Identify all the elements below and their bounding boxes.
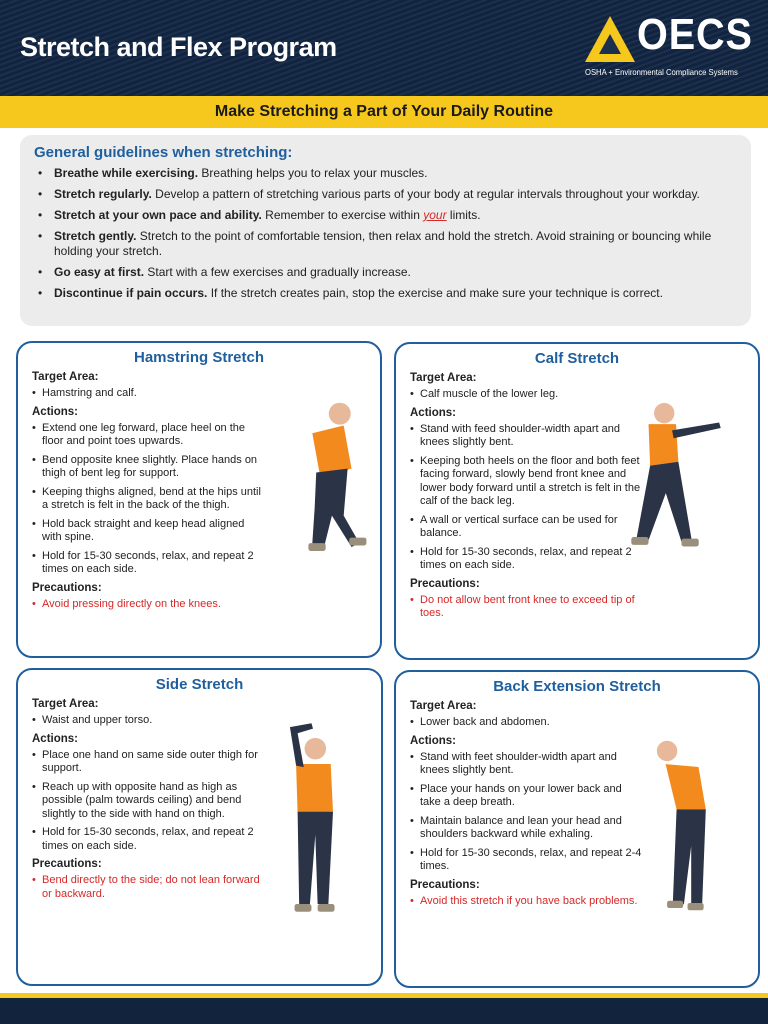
action-item: • Stand with feed shoulder-width apart and knees slightly bent. [410, 423, 645, 450]
guideline-bold: Breathe while exercising. [54, 166, 199, 180]
target-area-label: Target Area: [32, 371, 99, 383]
precautions-list [410, 895, 645, 909]
back-extension-stretch-figure [651, 707, 746, 952]
action-item: • Place your hands on your lower back and take a deep breath. [410, 783, 645, 810]
actions-list [32, 422, 267, 577]
actions-label: Actions: [32, 405, 78, 418]
precautions-list [32, 598, 267, 612]
action-item: • Hold for 15-30 seconds, relax, and repeat 2 times on each side. [410, 546, 645, 573]
target-area-label: Target Area: [32, 698, 99, 710]
actions-list [32, 749, 267, 854]
guideline-text-after: limits. [446, 208, 481, 222]
card-title: Calf Stretch [534, 350, 620, 367]
action-item: • Hold for 15-30 seconds, relax, and repeat 2-4 times. [410, 847, 645, 874]
guideline-bold: Stretch at your own pace and ability. [54, 208, 262, 222]
guideline-text: Stretch to the point of comfortable tension, then relax and hold the stretch. Avoid straining or bouncing while holding your stretch. [54, 229, 712, 258]
guideline-item [34, 265, 737, 280]
person-stretching-image [273, 690, 373, 945]
target-area-list [32, 387, 267, 401]
guideline-bold: Discontinue if pain occurs. [54, 286, 208, 300]
hamstring-stretch-card [16, 341, 382, 658]
card-text [32, 698, 267, 901]
page-title: Stretch and Flex Program [20, 32, 337, 62]
card-title: Side Stretch [155, 676, 244, 693]
precautions-label: Precautions: [410, 878, 480, 891]
card-title: Hamstring Stretch [133, 349, 265, 366]
action-item: • Keeping thighs aligned, bend at the hips until a stretch is felt in the back of the thigh. [32, 486, 267, 513]
guidelines-list [34, 166, 737, 301]
action-item: • Reach up with opposite hand as high as possible (palm towards ceiling) and bend slightly to the side with hand on thigh. [32, 781, 267, 822]
precautions-list [410, 594, 645, 621]
triangle-logo-icon [585, 16, 635, 62]
card-title: Back Extension Stretch [493, 678, 661, 695]
precautions-label: Precautions: [32, 581, 102, 594]
footer-bar [0, 993, 768, 1024]
guidelines-box [20, 135, 751, 326]
guideline-text: Start with a few exercises and gradually increase. [144, 265, 411, 279]
guideline-item [34, 286, 737, 301]
action-item: • Stand with feet shoulder-width apart and knees slightly bent. [410, 751, 645, 778]
target-area-label: Target Area: [410, 372, 477, 384]
precaution-item: • Do not allow bent front knee to exceed tip of toes. [410, 594, 645, 621]
person-stretching-image [263, 398, 382, 598]
action-item: • Place one hand on same side outer thigh for support. [32, 749, 267, 776]
header [0, 0, 768, 96]
guidelines-heading: General guidelines when stretching: [34, 144, 293, 161]
action-item: • Hold for 15-30 seconds, relax, and repeat 2 times on each side. [32, 826, 267, 853]
target-item: • Calf muscle of the lower leg. [410, 388, 645, 402]
banner: Make Stretching a Part of Your Daily Routine [0, 96, 768, 128]
action-item: • Extend one leg forward, place heel on the floor and point toes upwards. [32, 422, 267, 449]
precautions-label: Precautions: [32, 858, 102, 870]
action-item: • Hold for 15-30 seconds, relax, and repeat 2 times on each side. [32, 550, 267, 577]
precaution-item: • Avoid this stretch if you have back problems. [410, 895, 645, 909]
guideline-item [34, 229, 737, 259]
actions-label: Actions: [410, 406, 456, 419]
actions-list [410, 423, 645, 573]
logo-subtitle: OSHA + Environmental Compliance Systems [585, 67, 738, 77]
guideline-text: Remember to exercise within [261, 208, 424, 222]
actions-list [410, 751, 645, 874]
target-item: • Waist and upper torso. [32, 714, 267, 728]
guideline-emphasis: your [423, 208, 447, 222]
guideline-item [34, 166, 737, 181]
action-item: • Bend opposite knee slightly. Place hands on thigh of bent leg for support. [32, 454, 267, 481]
card-text [410, 372, 645, 621]
card-text [32, 371, 267, 611]
calf-stretch-card [394, 342, 760, 660]
action-item: • Hold back straight and keep head aligned with spine. [32, 518, 267, 545]
guideline-bold: Stretch regularly. [54, 187, 152, 201]
calf-stretch-figure [611, 399, 741, 599]
action-item: • Keeping both heels on the floor and both feet facing forward, slowly bend front knee and lower body forward until a stretch is felt in the calf of the back leg. [410, 455, 645, 509]
guideline-item [34, 208, 737, 223]
guideline-text: Develop a pattern of stretching various parts of your body at regular intervals throughout your workday. [151, 187, 700, 201]
side-stretch-figure [273, 690, 373, 945]
precautions-label: Precautions: [410, 577, 480, 590]
guideline-item [34, 187, 737, 202]
precaution-item: • Bend directly to the side; do not lean forward or backward. [32, 874, 267, 901]
precautions-list [32, 874, 267, 901]
action-item: • A wall or vertical surface can be used for balance. [410, 514, 645, 541]
guideline-bold: Go easy at first. [54, 265, 145, 279]
target-area-list [410, 388, 645, 402]
guideline-bold: Stretch gently. [54, 229, 137, 243]
target-area-list [32, 714, 267, 728]
side-stretch-card [16, 668, 383, 986]
action-item: • Maintain balance and lean your head and shoulders backward while exhaling. [410, 815, 645, 842]
target-item: • Lower back and abdomen. [410, 716, 645, 730]
actions-label: Actions: [410, 734, 456, 747]
back-extension-stretch-card [394, 670, 760, 988]
guideline-text: If the stretch creates pain, stop the exercise and make sure your technique is correct. [207, 286, 663, 300]
actions-label: Actions: [32, 732, 78, 745]
target-area-label: Target Area: [410, 700, 477, 712]
person-stretching-image [651, 707, 746, 952]
card-text [410, 700, 645, 908]
person-stretching-image [611, 399, 741, 599]
guideline-text: Breathing helps you to relax your muscles. [198, 166, 428, 180]
target-area-list [410, 716, 645, 730]
precaution-item: • Avoid pressing directly on the knees. [32, 598, 267, 612]
oecs-logo [585, 10, 755, 84]
hamstring-stretch-figure [263, 398, 382, 598]
logo-text: OECS [637, 10, 753, 59]
target-item: • Hamstring and calf. [32, 387, 267, 401]
